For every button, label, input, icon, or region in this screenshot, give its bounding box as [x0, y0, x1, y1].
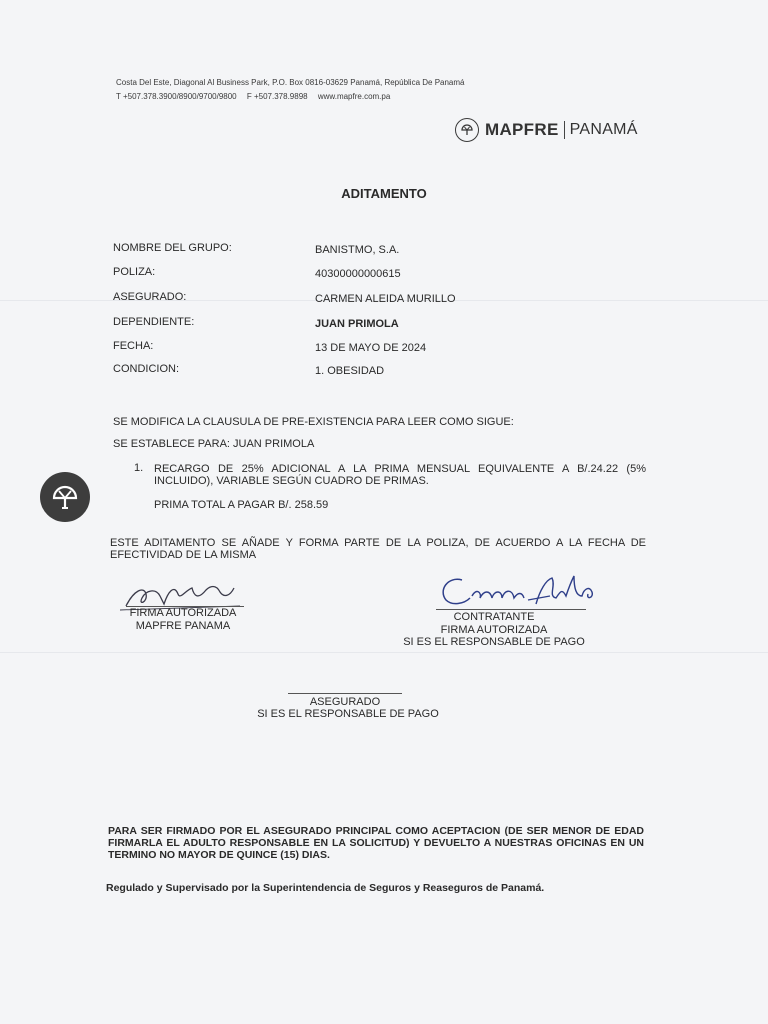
header-fax: F +507.378.9898	[246, 92, 308, 101]
signing-notice: PARA SER FIRMADO POR EL ASEGURADO PRINCIPAL COMO ACEPTACION (DE SER MENOR DE EDAD FIRMARLA EL ADULTO RESPONSABLE EN LA SOLICITUD) Y DEVUELTO A NUESTRAS OFICINAS EN UN TERMINO NO MAYOR DE QUINCE (15) DIAS.	[108, 825, 644, 861]
field-label-insured: ASEGURADO:	[113, 291, 187, 303]
left-signature-company: MAPFRE PANAMA	[135, 620, 231, 632]
left-signature-title: FIRMA AUTORIZADA	[129, 607, 237, 619]
effectivity-clause: ESTE ADITAMENTO SE AÑADE Y FORMA PARTE DE LA POLIZA, DE ACUERDO A LA FECHA DE EFECTIVIDAD DE LA MISMA	[110, 537, 646, 561]
field-value-group: BANISTMO, S.A.	[315, 244, 400, 256]
surcharge-item: RECARGO DE 25% ADICIONAL A LA PRIMA MENSUAL EQUIVALENTE A B/.24.22 (5% INCLUIDO), VARIABLE SEGÚN CUADRO DE PRIMAS.	[154, 463, 646, 487]
field-label-date: FECHA:	[113, 340, 154, 352]
logo-divider	[564, 121, 565, 139]
right-signature-note: SI ES EL RESPONSABLE DE PAGO	[403, 636, 585, 648]
header-website: www.mapfre.com.pa	[317, 92, 391, 101]
mapfre-logo	[455, 118, 638, 142]
mapfre-badge-icon	[40, 472, 90, 522]
item-number: 1.	[134, 462, 144, 474]
insured-signature-note: SI ES EL RESPONSABLE DE PAGO	[257, 708, 439, 720]
field-label-policy: POLIZA:	[113, 266, 156, 278]
field-value-insured: CARMEN ALEIDA MURILLO	[315, 293, 456, 305]
mapfre-emblem-icon	[455, 118, 479, 142]
modification-clause: SE MODIFICA LA CLAUSULA DE PRE-EXISTENCIA PARA LEER COMO SIGUE:	[113, 416, 514, 428]
field-value-policy: 40300000000615	[315, 268, 401, 280]
header-address: Costa Del Este, Diagonal Al Business Park, P.O. Box 0816-03629 Panamá, República De Panamá	[116, 78, 465, 87]
total-premium: PRIMA TOTAL A PAGAR B/. 258.59	[154, 499, 329, 511]
field-label-group: NOMBRE DEL GRUPO:	[113, 242, 232, 254]
right-signature-role: CONTRATANTE	[453, 611, 535, 623]
contractor-signature	[432, 570, 608, 614]
right-signature-title: FIRMA AUTORIZADA	[440, 624, 548, 636]
established-for: SE ESTABLECE PARA: JUAN PRIMOLA	[113, 438, 315, 450]
logo-wordmark: MAPFRE	[485, 120, 559, 139]
field-value-date: 13 DE MAYO DE 2024	[315, 342, 427, 354]
document-title: ADITAMENTO	[341, 186, 427, 201]
header-contact	[116, 92, 398, 101]
signature-line	[288, 693, 402, 694]
header-phone: T +507.378.3900/8900/9700/9800	[116, 92, 237, 101]
insured-signature-role: ASEGURADO	[309, 696, 381, 708]
field-label-condition: CONDICION:	[113, 363, 179, 375]
paper-crease	[0, 652, 768, 653]
field-value-condition: 1. OBESIDAD	[315, 365, 385, 377]
field-label-dependent: DEPENDIENTE:	[113, 316, 195, 328]
field-value-dependent: JUAN PRIMOLA	[315, 318, 399, 330]
regulation-notice: Regulado y Supervisado por la Superintendencia de Seguros y Reaseguros de Panamá.	[106, 882, 545, 894]
logo-country: PANAMÁ	[569, 121, 638, 138]
signature-line	[436, 609, 586, 610]
